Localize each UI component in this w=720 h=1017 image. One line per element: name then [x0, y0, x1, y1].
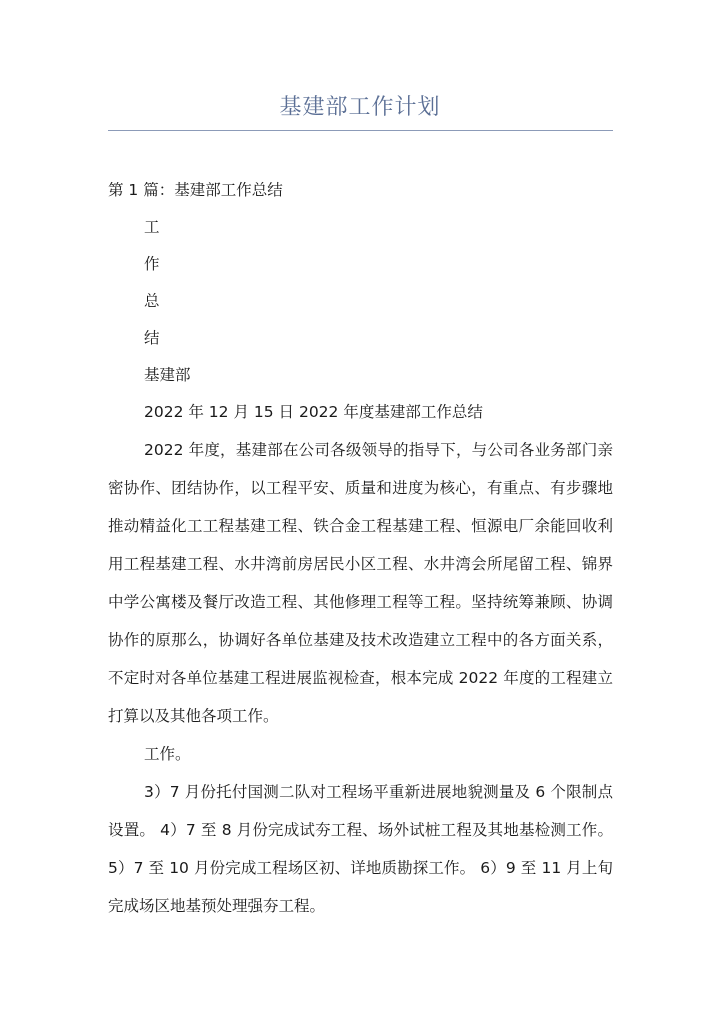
- department-name: 基建部: [144, 366, 191, 384]
- vertical-char: 作: [144, 255, 160, 273]
- vertical-char: 结: [144, 329, 160, 347]
- paragraph: 工作。: [144, 745, 191, 763]
- vertical-char: 工: [144, 218, 160, 236]
- date-line: 2022 年 12 月 15 日 2022 年度基建部工作总结: [144, 403, 483, 421]
- document-title: 基建部工作计划: [279, 95, 441, 120]
- chapter-heading: 第 1 篇：基建部工作总结: [108, 181, 283, 199]
- vertical-char: 总: [144, 292, 160, 310]
- paragraph: 3）7 月份托付国测二队对工程场平重新进展地貌测量及 6 个限制点设置。 4）7 至 8 月份完成试夯工程、场外试桩工程及其地基检测工作。 5）7 至 10 月份完成工程场区初、详地质勘探工作。 6）9 至 11 月上旬完成场区地基预处理强夯工程。: [108, 783, 613, 915]
- paragraph: 2022 年度，基建部在公司各级领导的指导下，与公司各业务部门亲密协作、团结协作，以工程平安、质量和进度为核心，有重点、有步骤地推动精益化工工程基建工程、铁合金工程基建工程、恒源电厂余能回收利用工程基建工程、水井湾前房居民小区工程、水井湾会所尾留工程、锦界中学公寓楼及餐厅改造工程、其他修理工程等工程。坚持统筹兼顾、协调协作的原那么，协调好各单位基建及技术改造建立工程中的各方面关系，不定时对各单位基建工程进展监视检查，根本完成 2022 年度的工程建立打算以及其他各项工作。: [108, 441, 613, 725]
- document-body: [108, 172, 613, 925]
- title-divider: [108, 130, 613, 131]
